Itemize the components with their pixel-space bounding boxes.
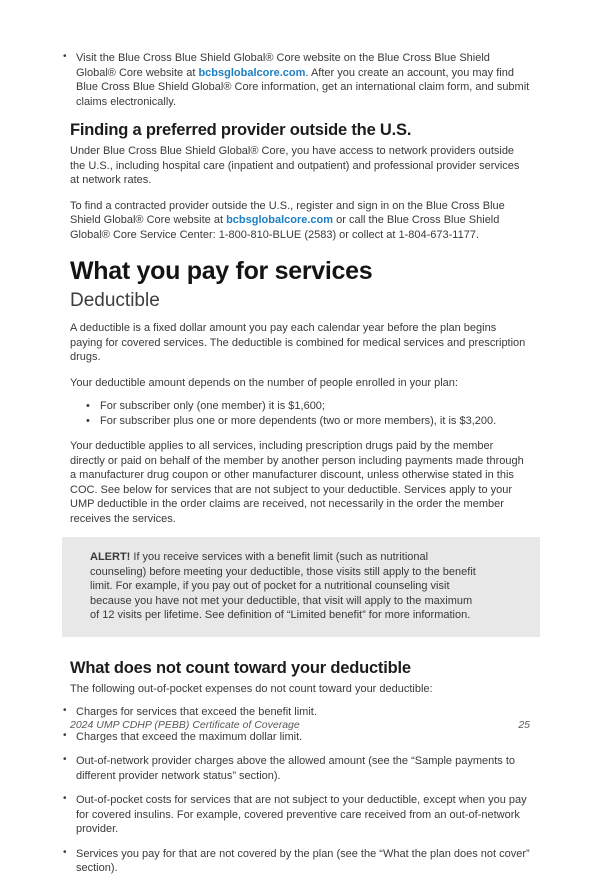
page-footer bbox=[70, 719, 530, 732]
paragraph-text-post: or call the Blue Cross Blue Shield Global® Core Service Center: 1-800-810-BLUE (2583) or collect at 1-804-673-1177. bbox=[70, 214, 500, 241]
paragraph-text-pre: To find a contracted provider outside the U.S., register and sign in on the Blue Cross Blue Shield Global® Core website at bbox=[70, 199, 505, 226]
paragraph-finding-2 bbox=[70, 199, 530, 243]
paragraph-not-count-intro: The following out-of-pocket expenses do not count toward your deductible: bbox=[70, 682, 433, 695]
subsection-heading-deductible: Deductible bbox=[70, 290, 160, 311]
list-item: • For subscriber only (one member) it is $1,600; bbox=[70, 399, 530, 414]
paragraph-finding-1: Under Blue Cross Blue Shield Global® Core, you have access to network providers outside the U.S., including hospital care (inpatient and outpatient) and professional provider services at network rates. bbox=[70, 145, 520, 186]
intro-bullet-list bbox=[70, 51, 530, 109]
bullet-text-post: . After you create an account, you may find Blue Cross Blue Shield Global® Core information, get an international claim form, and submit claims electronically. bbox=[76, 66, 530, 108]
bcbsglobalcore-link[interactable]: bcbsglobalcore.com bbox=[226, 214, 334, 226]
chapter-heading-what-you-pay: What you pay for services bbox=[70, 257, 373, 285]
alert-text: If you receive services with a benefit limit (such as nutritional counseling) before meeting your deductible, those visits still apply to the benefit limit. For example, if you pay out of pocket for a nutritional counseling visit because you have not met your deductible, that visit will apply to the maximum of 12 visits per lifetime. See definition of “Limited benefit” for more information. bbox=[90, 551, 476, 621]
list-item: • Charges that exceed the maximum dollar limit. bbox=[70, 730, 530, 745]
section-heading-not-count: What does not count toward your deductible bbox=[70, 658, 411, 677]
alert-box bbox=[62, 537, 540, 637]
list-item: • For subscriber plus one or more dependents (two or more members), it is $3,200. bbox=[70, 414, 530, 429]
list-item: • Out-of-network provider charges above the allowed amount (see the “Sample payments to different provider network status” section). bbox=[70, 754, 530, 783]
list-item: • Services you pay for that are not covered by the plan (see the “What the plan does not cover” section). bbox=[70, 847, 530, 876]
footer-page-number: 25 bbox=[518, 719, 530, 731]
footer-document-title: 2024 UMP CDHP (PEBB) Certificate of Coverage bbox=[70, 719, 300, 731]
paragraph-deductible-3: Your deductible applies to all services, including prescription drugs paid by the member directly or paid on behalf of the member by another person including payments made through a manufacturer drug coupon or other manufacturer discount, unless otherwise stated in this COC. See below for services that are not subject to your deductible. Services apply to your UMP deductible in the order claims are received, not necessarily in the order the member receives the services. bbox=[70, 440, 524, 525]
alert-label: ALERT! bbox=[90, 551, 131, 563]
list-item: • Out-of-pocket costs for services that are not subject to your deductible, except when you pay for covered insulins. For example, covered preventive care received from an out-of-network provider. bbox=[70, 793, 530, 837]
bcbsglobalcore-link[interactable]: bcbsglobalcore.com bbox=[198, 66, 306, 79]
paragraph-deductible-1: A deductible is a fixed dollar amount you pay each calendar year before the plan begins paying for covered services. The deductible is combined for medical services and prescription drugs. bbox=[70, 322, 526, 363]
paragraph-deductible-2: Your deductible amount depends on the number of people enrolled in your plan: bbox=[70, 376, 458, 389]
deductible-amount-list bbox=[70, 399, 530, 428]
list-item: • Charges for services that exceed the benefit limit. bbox=[70, 705, 530, 720]
section-heading-finding-provider: Finding a preferred provider outside the U.S. bbox=[70, 121, 412, 139]
bullet-text-pre: Visit the Blue Cross Blue Shield Global® Core website on the Blue Cross Blue Shield Global® Core website at bbox=[76, 52, 490, 79]
list-item bbox=[70, 51, 530, 109]
